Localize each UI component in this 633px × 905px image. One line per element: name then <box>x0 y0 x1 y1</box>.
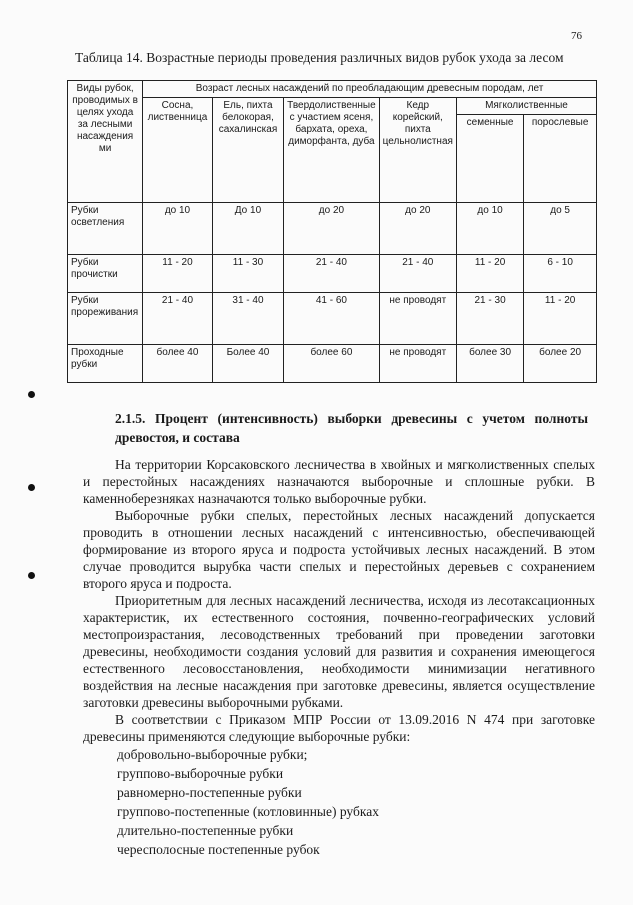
table-cell: 6 - 10 <box>524 255 597 293</box>
table-cell: 21 - 40 <box>284 255 380 293</box>
table-cell: более 60 <box>284 345 380 383</box>
list-item: группово-постепенные (котловинные) рубках <box>117 804 379 819</box>
table-cell: до 20 <box>379 203 456 255</box>
table-row <box>68 293 597 345</box>
table-caption: Таблица 14. Возрастные периоды проведения различных видов рубок ухода за лесом <box>75 50 564 65</box>
bullet-mark-icon <box>28 572 35 579</box>
row-label: Рубки прореживания <box>68 293 143 345</box>
table-cell: до 10 <box>456 203 523 255</box>
table-cell: 11 - 20 <box>143 255 213 293</box>
table-cell: до 10 <box>143 203 213 255</box>
bullet-mark-icon <box>28 391 35 398</box>
list-item: добровольно-выборочные рубки; <box>117 747 308 762</box>
table-cell: более 40 <box>143 345 213 383</box>
list-item: длительно-постепенные рубки <box>117 823 294 838</box>
row-label: Рубки прочистки <box>68 255 143 293</box>
paragraph: На территории Корсаковского лесничества в хвойных и мягколиственных спелых и перестойных насаждениях назначаются выборочные и сплошные рубки. В каменноберезняках назначаются только выборочные рубки. <box>83 457 595 506</box>
table-cell: Более 40 <box>212 345 283 383</box>
age-periods-table <box>67 80 597 383</box>
table-row <box>68 255 597 293</box>
list-item: равномерно-постепенные рубки <box>117 785 302 800</box>
age-group-header: Возраст лесных насаждений по преобладающим древесным породам, лет <box>143 81 597 98</box>
paragraph: Приоритетным для лесных насаждений лесничества, исходя из лесотаксационных характеристик, их естественного состояния, почвенно-географических условий местопроизрастания, лесоводственных требований при проведении заготовки древесины, необходимости создания условий для развития и сохранения имеющегося естественного лесовосстановления, необходимости минимизации негативного воздействия на лесные насаждения при заготовке древесины, является осуществление заготовки древесины выборочными рубками. <box>83 593 595 710</box>
table-cell: 31 - 40 <box>212 293 283 345</box>
section-body <box>83 456 595 859</box>
table-row <box>68 345 597 383</box>
table-header-row <box>68 81 597 98</box>
table-cell: 11 - 30 <box>212 255 283 293</box>
paragraph: Выборочные рубки спелых, перестойных лесных насаждений допускается проводить в отношении лесных насаждений с интенсивностью, обеспечивающей формирование из второго яруса и подроста устойчивых лесных насаждений. В этом случае проводится вырубка части спелых и перестойных деревьев с сохранением второго яруса и подроста. <box>83 508 595 591</box>
table-cell: до 20 <box>284 203 380 255</box>
table-cell: 41 - 60 <box>284 293 380 345</box>
table-cell: 21 - 40 <box>143 293 213 345</box>
table-cell: более 30 <box>456 345 523 383</box>
table-row <box>68 203 597 255</box>
table-cell: До 10 <box>212 203 283 255</box>
paragraph: В соответствии с Приказом МПР России от 13.09.2016 N 474 при заготовке древесины применяются следующие выборочные рубки: <box>83 712 595 744</box>
column-header-pine: Сосна, лиственница <box>143 98 213 203</box>
column-header-softwood: Мягколиственные <box>456 98 596 115</box>
bullet-mark-icon <box>28 484 35 491</box>
list-item: группово-выборочные рубки <box>117 766 284 781</box>
column-header-coppice: порослевые <box>524 115 597 203</box>
table-cell: более 20 <box>524 345 597 383</box>
table-cell: 21 - 30 <box>456 293 523 345</box>
table-header-row <box>68 98 597 115</box>
list-item: чересполосные постепенные рубок <box>117 842 320 857</box>
section-heading: 2.1.5. Процент (интенсивность) выборки древесины с учетом полноты древостоя, и состава <box>115 411 588 445</box>
page-number: 76 <box>571 30 582 42</box>
table-cell: 11 - 20 <box>456 255 523 293</box>
corner-header-cell: Виды рубок, проводимых в целях ухода за лесными насаждения ми <box>68 81 143 203</box>
table-cell: 11 - 20 <box>524 293 597 345</box>
row-label: Проходные рубки <box>68 345 143 383</box>
column-header-cedar: Кедр корейский, пихта цельнолистная <box>379 98 456 203</box>
table-cell: не проводят <box>379 293 456 345</box>
column-header-hardwood: Твердолиственные с участием ясеня, бархата, ореха, диморфанта, дуба <box>284 98 380 203</box>
table-cell: до 5 <box>524 203 597 255</box>
column-header-seed: семенные <box>456 115 523 203</box>
table-cell: 21 - 40 <box>379 255 456 293</box>
table-cell: не проводят <box>379 345 456 383</box>
column-header-spruce: Ель, пихта белокорая, сахалинская <box>212 98 283 203</box>
row-label: Рубки осветления <box>68 203 143 255</box>
selective-felling-list <box>83 745 595 859</box>
